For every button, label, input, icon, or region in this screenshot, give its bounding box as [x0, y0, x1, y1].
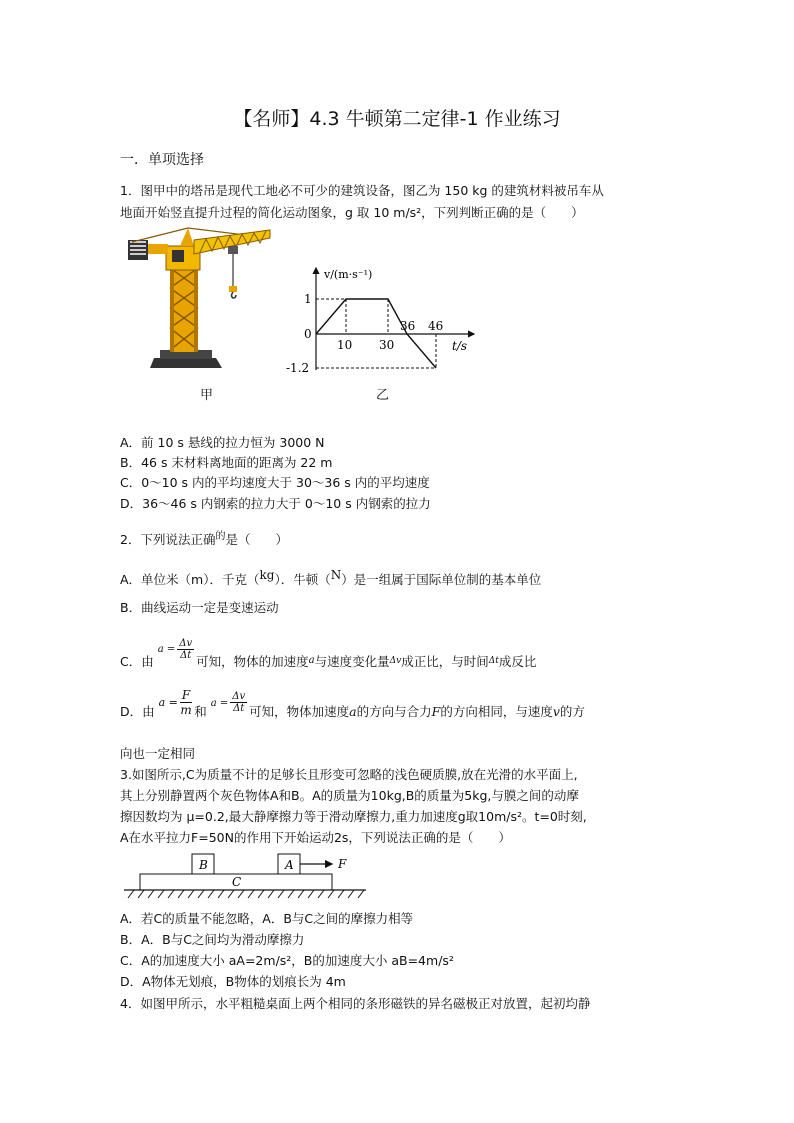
q3-line1: 3.如图所示,C为质量不计的足够长且形变可忽略的浅色硬质膜,放在光滑的水平面上, [120, 767, 578, 782]
q1-option-c: C．0～10 s 内的平均速度大于 30～36 s 内的平均速度 [120, 475, 430, 490]
q2-stem: 2．下列说法正确$^的$是（ ） [120, 531, 288, 548]
q1-text-line1: 1．图甲中的塔吊是现代工地必不可少的建筑设备，图乙为 150 kg 的建筑材料被吊车从 [120, 183, 604, 198]
tower-crane-image [124, 226, 274, 372]
caption-yi: 乙 [376, 388, 390, 403]
q3-line4: A在水平拉力F=50N的作用下开始运动2s，下列说法正确的是（ ） [120, 830, 511, 845]
tick-36: 36 [400, 319, 416, 333]
q2-option-d: D．由 a = $\frac{F}{m}$ 和 a = $\frac{\Delta v}{\Delta t}$ 可知，物体加速度a的方向与合力F的方向相同，与速度v的方 [120, 688, 585, 719]
q3-option-c: C．A的加速度大小 aA=2m/s²，B的加速度大小 aB=4m/s² [120, 953, 454, 968]
label-a: A [285, 858, 294, 872]
tick-30: 30 [379, 338, 395, 352]
caption-jia: 甲 [200, 388, 214, 403]
q2-option-c: C．由 $^{a =}$ $\frac{\Delta v}{\Delta t}$ 可知，物体的加速度$^a$与速度变化量$^{\Delta v}$成正比，与时间$^{\Delta t}$成反比 [120, 638, 537, 669]
q1-option-a: A．前 10 s 悬线的拉力恒为 3000 N [120, 435, 325, 450]
formula-dv-dt-2: $\frac{\Delta v}{\Delta t}$ [232, 691, 246, 714]
q2-option-b: B．曲线运动一定是变速运动 [120, 600, 279, 615]
q1-option-d: D．36～46 s 内钢索的拉力大于 0～10 s 内钢索的拉力 [120, 496, 431, 511]
q3-line2: 其上分别静置两个灰色物体A和B。A的质量为10kg,B的质量为5kg,与膜之间的动摩 [120, 788, 579, 803]
q3-line3: 擦因数均为 μ=0.2,最大静摩擦力等于滑动摩擦力,重力加速度g取10m/s²。t=0时刻, [120, 809, 587, 824]
q3-option-d: D．A物体无划痕，B物体的划痕长为 4m [120, 974, 346, 989]
ground-hatching [128, 890, 364, 898]
label-b: B [199, 858, 208, 872]
tick-neg: -1.2 [286, 361, 310, 375]
tick-0: 0 [304, 327, 312, 341]
crane-mast [170, 268, 198, 352]
q3-option-a: A．若C的质量不能忽略，A．B与C之间的摩擦力相等 [120, 911, 414, 926]
q1-option-b: B．46 s 末材料离地面的距离为 22 m [120, 455, 333, 470]
velocity-time-graph [284, 262, 484, 386]
tick-10: 10 [337, 338, 353, 352]
tick-46: 46 [428, 319, 444, 333]
formula-f-over-m: $\frac{F}{m}$ [180, 688, 192, 717]
label-f: F [338, 857, 347, 871]
label-c: C [232, 875, 242, 889]
page-title: 【名师】4.3 牛顿第二定律-1 作业练习 [233, 108, 561, 130]
formula-dv-dt: $\frac{\Delta v}{\Delta t}$ [179, 638, 193, 661]
tick-1: 1 [304, 292, 312, 306]
y-axis-label: v/(m·s⁻¹) [324, 268, 373, 281]
x-axis-label: t/s [452, 339, 468, 353]
q2-option-a: A．单位米（m）．千克（$^{kg}$）．牛顿（$^N$）是一组属于国际单位制的基本单位 [120, 568, 542, 588]
q1-text-line2: 地面开始竖直提升过程的简化运动图象，g 取 10 m/s²，下列判断正确的是（ ） [120, 205, 584, 220]
q2-option-d-line2: 向也一定相同 [120, 746, 196, 761]
blocks-on-film-diagram [120, 852, 370, 902]
section-heading: 一．单项选择 [120, 152, 204, 168]
q4-text: 4．如图甲所示，水平粗糙桌面上两个相同的条形磁铁的异名磁极正对放置，起初均静 [120, 996, 591, 1011]
q3-option-b: B．A．B与C之间均为滑动摩擦力 [120, 932, 305, 947]
